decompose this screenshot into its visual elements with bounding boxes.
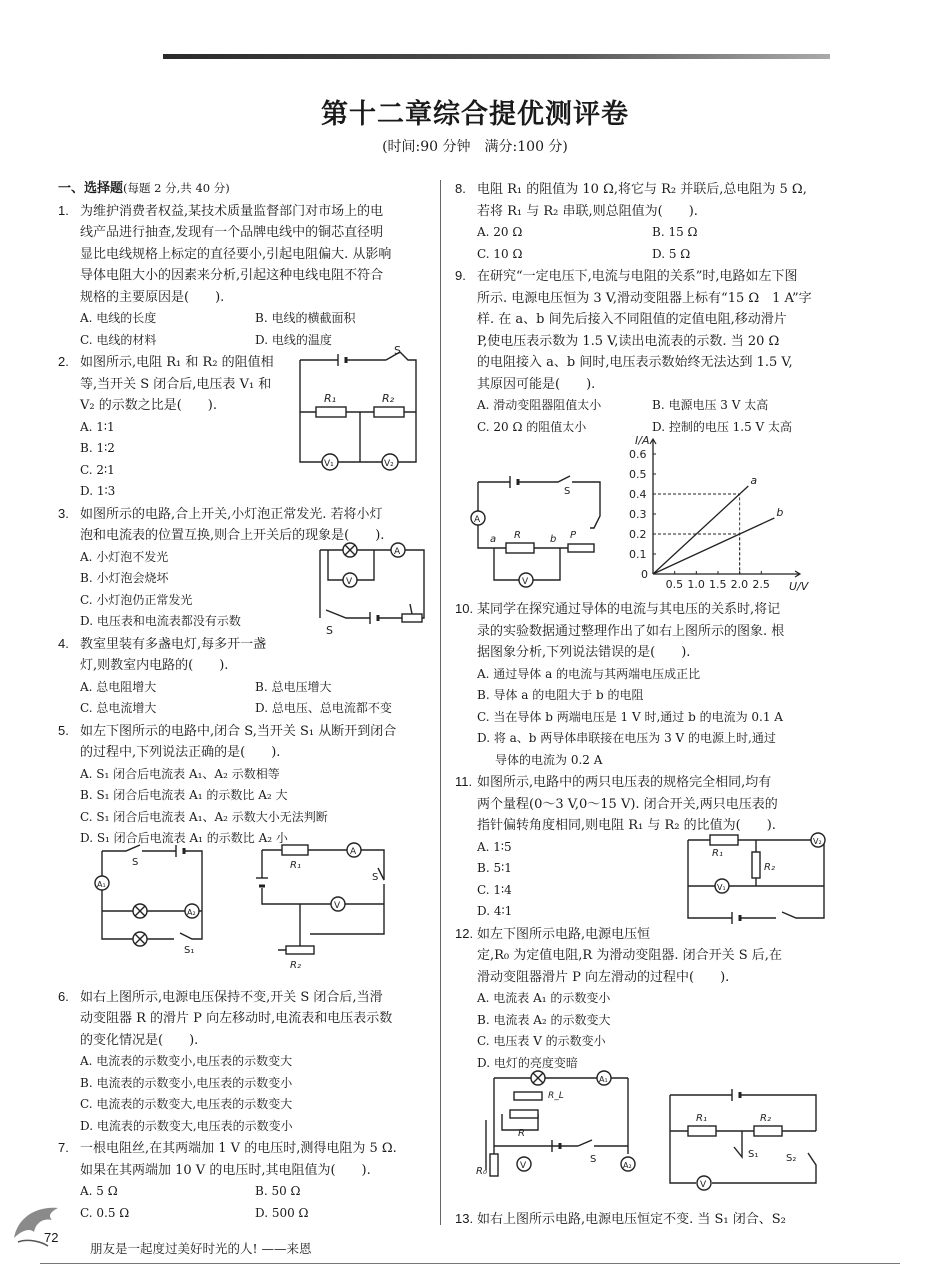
option-c[interactable]: C. 小灯泡仍正常发光 — [80, 592, 193, 607]
x-tick-label: 0.5 — [665, 578, 684, 591]
r-label: R — [514, 530, 521, 541]
option-a[interactable]: A. 20 Ω — [477, 225, 523, 239]
option-b[interactable]: B. 15 Ω — [652, 225, 698, 239]
question-6: 6. 如右上图所示,电源电压保持不变,开关 S 闭合后,当滑 动变阻器 R 的滑片 P 向左移动时,电流表和电压表示数 的变化情况是( ). A. 电流表的示数变小,电压表的示数变大 B. 电流表的示数变小,电压表的示数变小 C. 电流表的示数变大,电压表的示数变大 D. 电流表的示数变大,电压表的示数变小 — [58, 986, 430, 1138]
option-a[interactable]: A. 滑动变阻器阻值太小 — [477, 398, 602, 412]
q5-circuit-diagram — [96, 845, 226, 955]
option-a[interactable]: A. 电流表 A₁ 的示数变小 — [477, 991, 611, 1005]
option-b[interactable]: B. 电线的横截面积 — [255, 311, 356, 325]
point-a-label: a — [490, 534, 497, 545]
question-2: 2. 如图所示,电阻 R₁ 和 R₂ 的阻值相 等,当开关 S 闭合后,电压表 V₁ 和 V₂ 的示数之比是( ). A. 1∶1 B. 1∶2 C. 2∶1 D. 1∶3 — [58, 351, 430, 503]
ammeter-label: A — [350, 847, 357, 857]
section-heading: 一、选择题(每题 2 分,共 40 分) — [58, 181, 230, 196]
page-number: 72 — [44, 1230, 59, 1245]
option-b[interactable]: B. 小灯泡会烧坏 — [80, 571, 169, 585]
switch-s1-label: S₁ — [184, 945, 195, 956]
series-line-a — [653, 486, 748, 574]
option-d[interactable]: D. 4∶1 — [477, 904, 513, 918]
option-d[interactable]: D. 控制的电压 1.5 V 太高 — [652, 419, 793, 434]
option-d[interactable]: D. 电灯的亮度变暗 — [477, 1055, 578, 1070]
page-subtitle: (时间:90 分钟 满分:100 分) — [382, 139, 568, 155]
option-b[interactable]: B. 电流表的示数变小,电压表的示数变小 — [80, 1075, 293, 1090]
switch-label: S — [326, 624, 333, 637]
q3-circuit-diagram — [306, 540, 426, 640]
switch-label: S — [590, 1154, 597, 1165]
option-d[interactable]: D. 总电压、总电流都不变 — [255, 701, 392, 715]
question-1: 1. 为维护消费者权益,某技术质量监督部门对市场上的电 线产品进行抽查,发现有一个品牌电线中的铜芯直径明 显比电线规格上标定的直径要小,引起电阻偏大. 从影响 导体电阻大小的因素来分析,引起这种电线电阻不符合 规格的主要原因是( ). A. 电线的长度 B. 电线的横截面积 C. 电线的材料 D. 电线的温度 — [58, 200, 430, 352]
q2-circuit-diagram — [298, 344, 418, 470]
option-c[interactable]: C. S₁ 闭合后电流表 A₁、A₂ 示数大小无法判断 — [80, 809, 328, 824]
r1-label: R₁ — [324, 392, 337, 405]
ammeter-label: A — [474, 515, 481, 525]
option-c[interactable]: C. 1∶4 — [477, 882, 512, 897]
v1-meter-label: V₁ — [717, 883, 726, 892]
option-c[interactable]: C. 电流表的示数变大,电压表的示数变大 — [80, 1097, 293, 1111]
option-a[interactable]: A. 总电阻增大 — [80, 679, 157, 694]
option-d[interactable]: D. 1∶3 — [80, 484, 116, 498]
option-a[interactable]: A. 电流表的示数变小,电压表的示数变大 — [80, 1054, 293, 1068]
q13-circuit-diagram — [668, 1085, 818, 1190]
point-b-label: b — [550, 534, 557, 545]
option-d[interactable]: D. 电压表和电流表都没有示数 — [80, 614, 241, 628]
option-a[interactable]: A. 1∶1 — [80, 419, 115, 434]
page-title: 第十二章综合提优测评卷 — [321, 99, 629, 130]
q9-circuit-diagram — [470, 476, 610, 586]
option-b[interactable]: B. 电流表 A₂ 的示数变大 — [477, 1012, 611, 1027]
option-a[interactable]: A. 通过导体 a 的电流与其两端电压成正比 — [477, 666, 701, 681]
r0-label: R₀ — [476, 1166, 487, 1177]
slider-p-label: P — [570, 530, 577, 541]
option-b[interactable]: B. 导体 a 的电阻大于 b 的电阻 — [477, 688, 644, 702]
iv-chart — [625, 434, 809, 593]
y-axis-label: I/A — [635, 434, 650, 447]
question-12: 12. 如左下图所示电路,电源电压恒 定,R₀ 为定值电阻,R 为滑动变阻器. 闭合开关 S 后,在 滑动变阻器滑片 P 向左滑动的过程中( ). A. 电流表 A₁ 的示数变小 B. 电流表 A₂ 的示数变大 C. 电压表 V 的示数变小 D. 电灯的亮度变暗 — [455, 923, 827, 1075]
question-7: 7. 一根电阻丝,在其两端加 1 V 的电压时,测得电阻为 5 Ω. 如果在其两端加 10 V 的电压时,其电阻值为( ). A. 5 Ω B. 50 Ω C. 0.5 Ω D. 500 Ω — [58, 1137, 430, 1224]
ammeter-label: A — [394, 547, 401, 557]
question-13: 13. 如右上图所示电路,电源电压恒定不变. 当 S₁ 闭合、S₂ — [455, 1211, 786, 1227]
left-column — [58, 178, 430, 1224]
voltmeter-label: V — [334, 901, 341, 911]
r2-label: R₂ — [764, 862, 775, 873]
question-4: 4. 教室里装有多盏电灯,每多开一盏 灯,则教室内电路的( ). A. 总电阻增大 B. 总电压增大 C. 总电流增大 D. 总电压、总电流都不变 — [58, 633, 430, 720]
y-tick-label: 0.2 — [629, 528, 647, 541]
option-d-cont: 导体的电流为 0.2 A — [495, 752, 603, 767]
x-axis-label: U/V — [789, 580, 809, 593]
footer-rule — [40, 1263, 900, 1264]
x-tick-label: 2.0 — [730, 578, 749, 591]
switch-label: S — [394, 344, 401, 357]
question-3: 3. 如图所示的电路,合上开关,小灯泡正常发光. 若将小灯 泡和电流表的位置互换,则合上开关后的现象是( ). A. 小灯泡不发光 B. 小灯泡会烧坏 C. 小灯泡仍正常发光 D. 电压表和电流表都没有示数 — [58, 503, 430, 633]
option-c[interactable]: C. 0.5 Ω — [80, 1205, 130, 1220]
q12-circuit-diagram — [476, 1070, 632, 1180]
option-d[interactable]: D. 5 Ω — [652, 246, 691, 261]
question-9: 9. 在研究“一定电压下,电流与电阻的关系”时,电路如左下图 所示. 电源电压恒为 3 V,滑动变阻器上标有“15 Ω 1 A”字 样. 在 a、b 间先后接入不同阻值的定值电阻,移动滑片 P,使电压表示数为 1.5 V,读出电流表的示数. 当 20 Ω 的电阻接入 a、b 间时,电压表示数始终无法达到 1.5 V, 其原因可能是( ). A. 滑动变阻器阻值太小 B. 电源电压 3 V 太高 C. 20 Ω 的阻值太小 D. 控制的电压 1.5 V 太高 — [455, 265, 827, 438]
r1-label: R₁ — [712, 848, 723, 859]
option-c[interactable]: C. 总电流增大 — [80, 701, 157, 715]
y-tick-label: 0.1 — [629, 548, 647, 561]
switch-s2-label: S₂ — [786, 1153, 797, 1164]
option-d[interactable]: D. 将 a、b 两导体串联接在电压为 3 V 的电源上时,通过 — [477, 731, 776, 745]
column-divider — [440, 180, 441, 1225]
switch-s1-label: S₁ — [748, 1149, 759, 1160]
option-d[interactable]: D. 电流表的示数变大,电压表的示数变小 — [80, 1118, 293, 1133]
option-c[interactable]: C. 2∶1 — [80, 462, 115, 477]
question-10: 10. 某同学在探究通过导体的电流与其电压的关系时,将记 录的实验数据通过整理作出了如右上图所示的图象. 根 据图象分析,下列说法错误的是( ). A. 通过导体 a 的电流与其两端电压成正比 B. 导体 a 的电阻大于 b 的电阻 C. 当在导体 b 两端电压是 1 V 时,通过 b 的电流为 0.1 A D. 将 a、b 两导体串联接在电压为 3 V 的电源上时,通过 导体的电流为 0.2 A — [455, 598, 827, 771]
option-b[interactable]: B. 电源电压 3 V 太高 — [652, 398, 769, 412]
option-b[interactable]: B. S₁ 闭合后电流表 A₁ 的示数比 A₂ 大 — [80, 788, 288, 802]
y-tick-label: 0.4 — [629, 488, 647, 501]
option-a[interactable]: A. 5 Ω — [80, 1184, 118, 1198]
switch-label: S — [372, 872, 379, 883]
option-b[interactable]: B. 50 Ω — [255, 1184, 301, 1198]
option-c[interactable]: C. 当在导体 b 两端电压是 1 V 时,通过 b 的电流为 0.1 A — [477, 709, 783, 724]
voltmeter-label: V — [346, 577, 353, 587]
a2-meter-label: A₂ — [623, 1161, 632, 1170]
header-rule — [163, 54, 830, 59]
q11-circuit-diagram — [686, 830, 826, 920]
x-tick-label: 2.5 — [752, 578, 770, 591]
option-b[interactable]: B. 总电压增大 — [255, 679, 332, 694]
option-d[interactable]: D. S₁ 闭合后电流表 A₁ 的示数比 A₂ 小 — [80, 831, 288, 845]
option-c[interactable]: C. 10 Ω — [477, 246, 523, 261]
series-label-b: b — [776, 506, 784, 519]
option-a[interactable]: A. S₁ 闭合后电流表 A₁、A₂ 示数相等 — [80, 766, 280, 781]
a1-meter-label: A₁ — [599, 1075, 608, 1084]
option-c[interactable]: C. 电线的材料 — [80, 332, 157, 347]
option-b[interactable]: B. 5∶1 — [477, 861, 512, 875]
series-label-a: a — [750, 474, 758, 487]
option-c[interactable]: C. 电压表 V 的示数变小 — [477, 1034, 606, 1048]
question-8: 8. 电阻 R₁ 的阻值为 10 Ω,将它与 R₂ 并联后,总电阻为 5 Ω, 若将 R₁ 与 R₂ 串联,则总阻值为( ). A. 20 Ω B. 15 Ω C. 10 Ω D. 5 Ω — [455, 178, 827, 265]
a2-meter-label: A₂ — [187, 908, 196, 917]
switch-label: S — [564, 486, 571, 497]
option-d[interactable]: D. 500 Ω — [255, 1205, 309, 1220]
r1-label: R₁ — [290, 860, 301, 871]
series-line-b — [653, 518, 774, 574]
option-a[interactable]: A. 电线的长度 — [80, 311, 157, 325]
option-b[interactable]: B. 1∶2 — [80, 441, 115, 455]
voltmeter-label: V — [700, 1180, 707, 1190]
r2-label: R₂ — [290, 960, 301, 971]
y-tick-label: 0.3 — [629, 508, 647, 521]
y-tick-label: 0.5 — [629, 468, 647, 481]
question-5: 5. 如左下图所示的电路中,闭合 S,当开关 S₁ 从断开到闭合 的过程中,下列说法正确的是( ). A. S₁ 闭合后电流表 A₁、A₂ 示数相等 B. S₁ 闭合后电流表 A₁ 的示数比 A₂ 大 C. S₁ 闭合后电流表 A₁、A₂ 示数大小无法判断 D. S₁ 闭合后电流表 A₁ 的示数比 A₂ 小 — [58, 720, 430, 850]
x-tick-label: 1.0 — [687, 578, 705, 591]
origin-label: 0 — [641, 568, 648, 581]
v1-meter-label: V₁ — [324, 459, 334, 469]
r1-label: R₁ — [696, 1113, 707, 1124]
v2-meter-label: V₂ — [813, 837, 822, 846]
dolphin-logo — [8, 1198, 68, 1248]
question-11: 11. 如图所示,电路中的两只电压表的规格完全相同,均有 两个量程(0～3 V,0～15 V). 闭合开关,两只电压表的 指针偏转角度相同,则电阻 R₁ 与 R₂ 的比值为( ). A. 1∶5 B. 5∶1 C. 1∶4 D. 4∶1 — [455, 771, 827, 923]
v2-meter-label: V₂ — [384, 459, 394, 469]
r2-label: R₂ — [760, 1113, 771, 1124]
option-a[interactable]: A. 1∶5 — [477, 839, 512, 854]
r2-label: R₂ — [382, 392, 395, 405]
r-label: R — [518, 1128, 525, 1139]
option-d[interactable]: D. 电线的温度 — [255, 332, 332, 347]
option-c[interactable]: C. 20 Ω 的阻值太小 — [477, 419, 587, 434]
footer-motto: 朋友是一起度过美好时光的人! ——来恩 — [90, 1241, 312, 1256]
y-tick-label: 0.6 — [629, 448, 647, 461]
voltmeter-label: V — [522, 577, 529, 587]
q6-circuit-diagram — [254, 838, 394, 971]
voltmeter-label: V — [520, 1161, 527, 1171]
a1-meter-label: A₁ — [97, 880, 106, 889]
switch-label: S — [132, 857, 139, 868]
x-tick-label: 1.5 — [709, 578, 727, 591]
rl-label: R_L — [548, 1091, 564, 1101]
option-a[interactable]: A. 小灯泡不发光 — [80, 549, 169, 564]
